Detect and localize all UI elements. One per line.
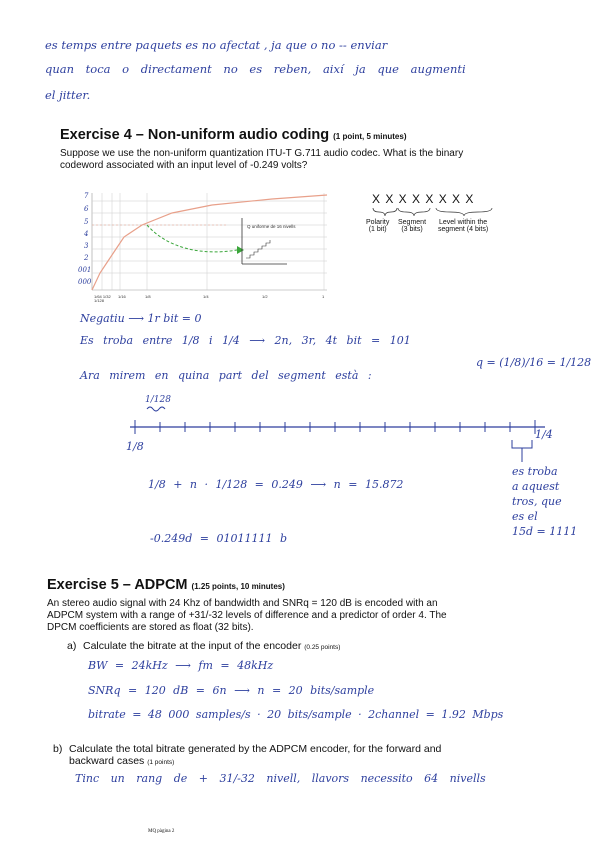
part-a-work-3: bitrate = 48 000 samples/s · 20 bits/sample · 2channel = 1.92 Mbps xyxy=(88,708,504,721)
handwritten-line-1: es temps entre paquets es no afectat , ja que o no -- enviar xyxy=(45,38,388,52)
y-tick-000: 000 xyxy=(78,278,92,286)
part-b-label: b) xyxy=(53,743,63,755)
x-tick-2: 1/16 xyxy=(118,294,126,299)
segment-number-line xyxy=(125,405,555,445)
right-note: es troba a aquest tros, que es el 15d = 1111 xyxy=(512,465,578,538)
x-tick-1: 1/64 1/32 xyxy=(94,294,111,299)
work-segment-line: Ara mirem en quina part del segment està : xyxy=(80,369,372,382)
chart-background xyxy=(72,188,334,303)
exercise-4-title: Exercise 4 – Non-uniform audio coding (1 point, 5 minutes) xyxy=(60,127,407,143)
work-negative: Negatiu ⟶ 1r bit = 0 xyxy=(80,312,202,325)
codeword-braces xyxy=(370,206,498,218)
work-q-formula: q = (1/8)/16 = 1/128 xyxy=(476,356,592,369)
segment-label: Segment (3 bits) xyxy=(398,219,427,233)
part-a-work-2: SNRq = 120 dB = 6n ⟶ n = 20 bits/sample xyxy=(88,684,375,697)
x-tick-3: 1/8 xyxy=(145,294,151,299)
y-tick-001: 001 xyxy=(78,266,92,274)
work-between: Es troba entre 1/8 i 1/4 ⟶ 2n, 3r, 4t bit = 101 xyxy=(80,334,411,347)
handwritten-line-3: el jitter. xyxy=(45,88,91,102)
part-b-text-1: Calculate the total bitrate generated by the ADPCM encoder, for the forward and xyxy=(69,743,442,755)
part-a-work-1: BW = 24kHz ⟶ fm = 48kHz xyxy=(88,659,274,672)
x-tick-4: 1/4 xyxy=(203,294,209,299)
y-tick-4: 4 xyxy=(84,230,89,238)
codeword-bits: X X X X X X X X xyxy=(372,192,475,206)
inset-label: Q uniforme de 16 nivells xyxy=(247,224,296,229)
x-tick-5: 1/2 xyxy=(262,294,268,299)
part-b-work: Tinc un rang de + 31/-32 nivell, llavors necessito 64 nivells xyxy=(75,772,486,785)
handwritten-line-2: quan toca o directament no es reben, així ja que augmenti xyxy=(45,62,466,76)
exercise-4-points: (1 point, 5 minutes) xyxy=(333,132,407,141)
work-equation: 1/8 + n · 1/128 = 0.249 ⟶ n = 15.872 xyxy=(148,478,404,491)
part-a-text: Calculate the bitrate at the input of the encoder (0.25 points) xyxy=(83,640,341,652)
exercise-5-points: (1.25 points, 10 minutes) xyxy=(191,582,285,591)
x-tick-sub: 1/128 xyxy=(94,298,105,303)
y-tick-3: 3 xyxy=(84,242,89,250)
y-tick-2: 2 xyxy=(84,254,89,262)
exercise-5-statement-2: ADPCM system with a range of +31/-32 levels of difference and a predictor of order 4. The xyxy=(47,610,447,621)
y-tick-5: 5 xyxy=(84,218,89,226)
part-b-text-2: backward cases (1 points) xyxy=(69,755,175,767)
g711-companding-chart xyxy=(72,188,334,303)
left-end-label: 1/8 xyxy=(126,440,144,453)
exercise-5-title: Exercise 5 – ADPCM (1.25 points, 10 minutes) xyxy=(47,577,285,593)
exercise-4-question-1: Suppose we use the non-uniform quantization ITU-T G.711 audio codec. What is the binary xyxy=(60,148,464,159)
step-label: 1/128 xyxy=(145,395,171,405)
level-label: Level within the segment (4 bits) xyxy=(438,219,489,233)
y-tick-6: 6 xyxy=(84,205,89,213)
exercise-5-statement-1: An stereo audio signal with 24 Khz of bandwidth and SNRq = 120 dB is encoded with an xyxy=(47,598,438,609)
page-footer: MQ pàgina 2 xyxy=(148,829,175,834)
exercise-4-question-2: codeword associated with an input level of -0.249 volts? xyxy=(60,160,308,171)
polarity-label: Polarity (1 bit) xyxy=(366,219,390,233)
exercise-5-statement-3: DPCM coefficients are stored as float (32 bits). xyxy=(47,622,254,633)
right-bracket xyxy=(508,438,538,464)
y-tick-7: 7 xyxy=(84,192,89,200)
part-a-label: a) xyxy=(67,640,77,652)
right-end-label: 1/4 xyxy=(535,428,553,441)
work-result: -0.249d = 01011111 b xyxy=(150,532,287,545)
x-tick-6: 1 xyxy=(322,294,325,299)
